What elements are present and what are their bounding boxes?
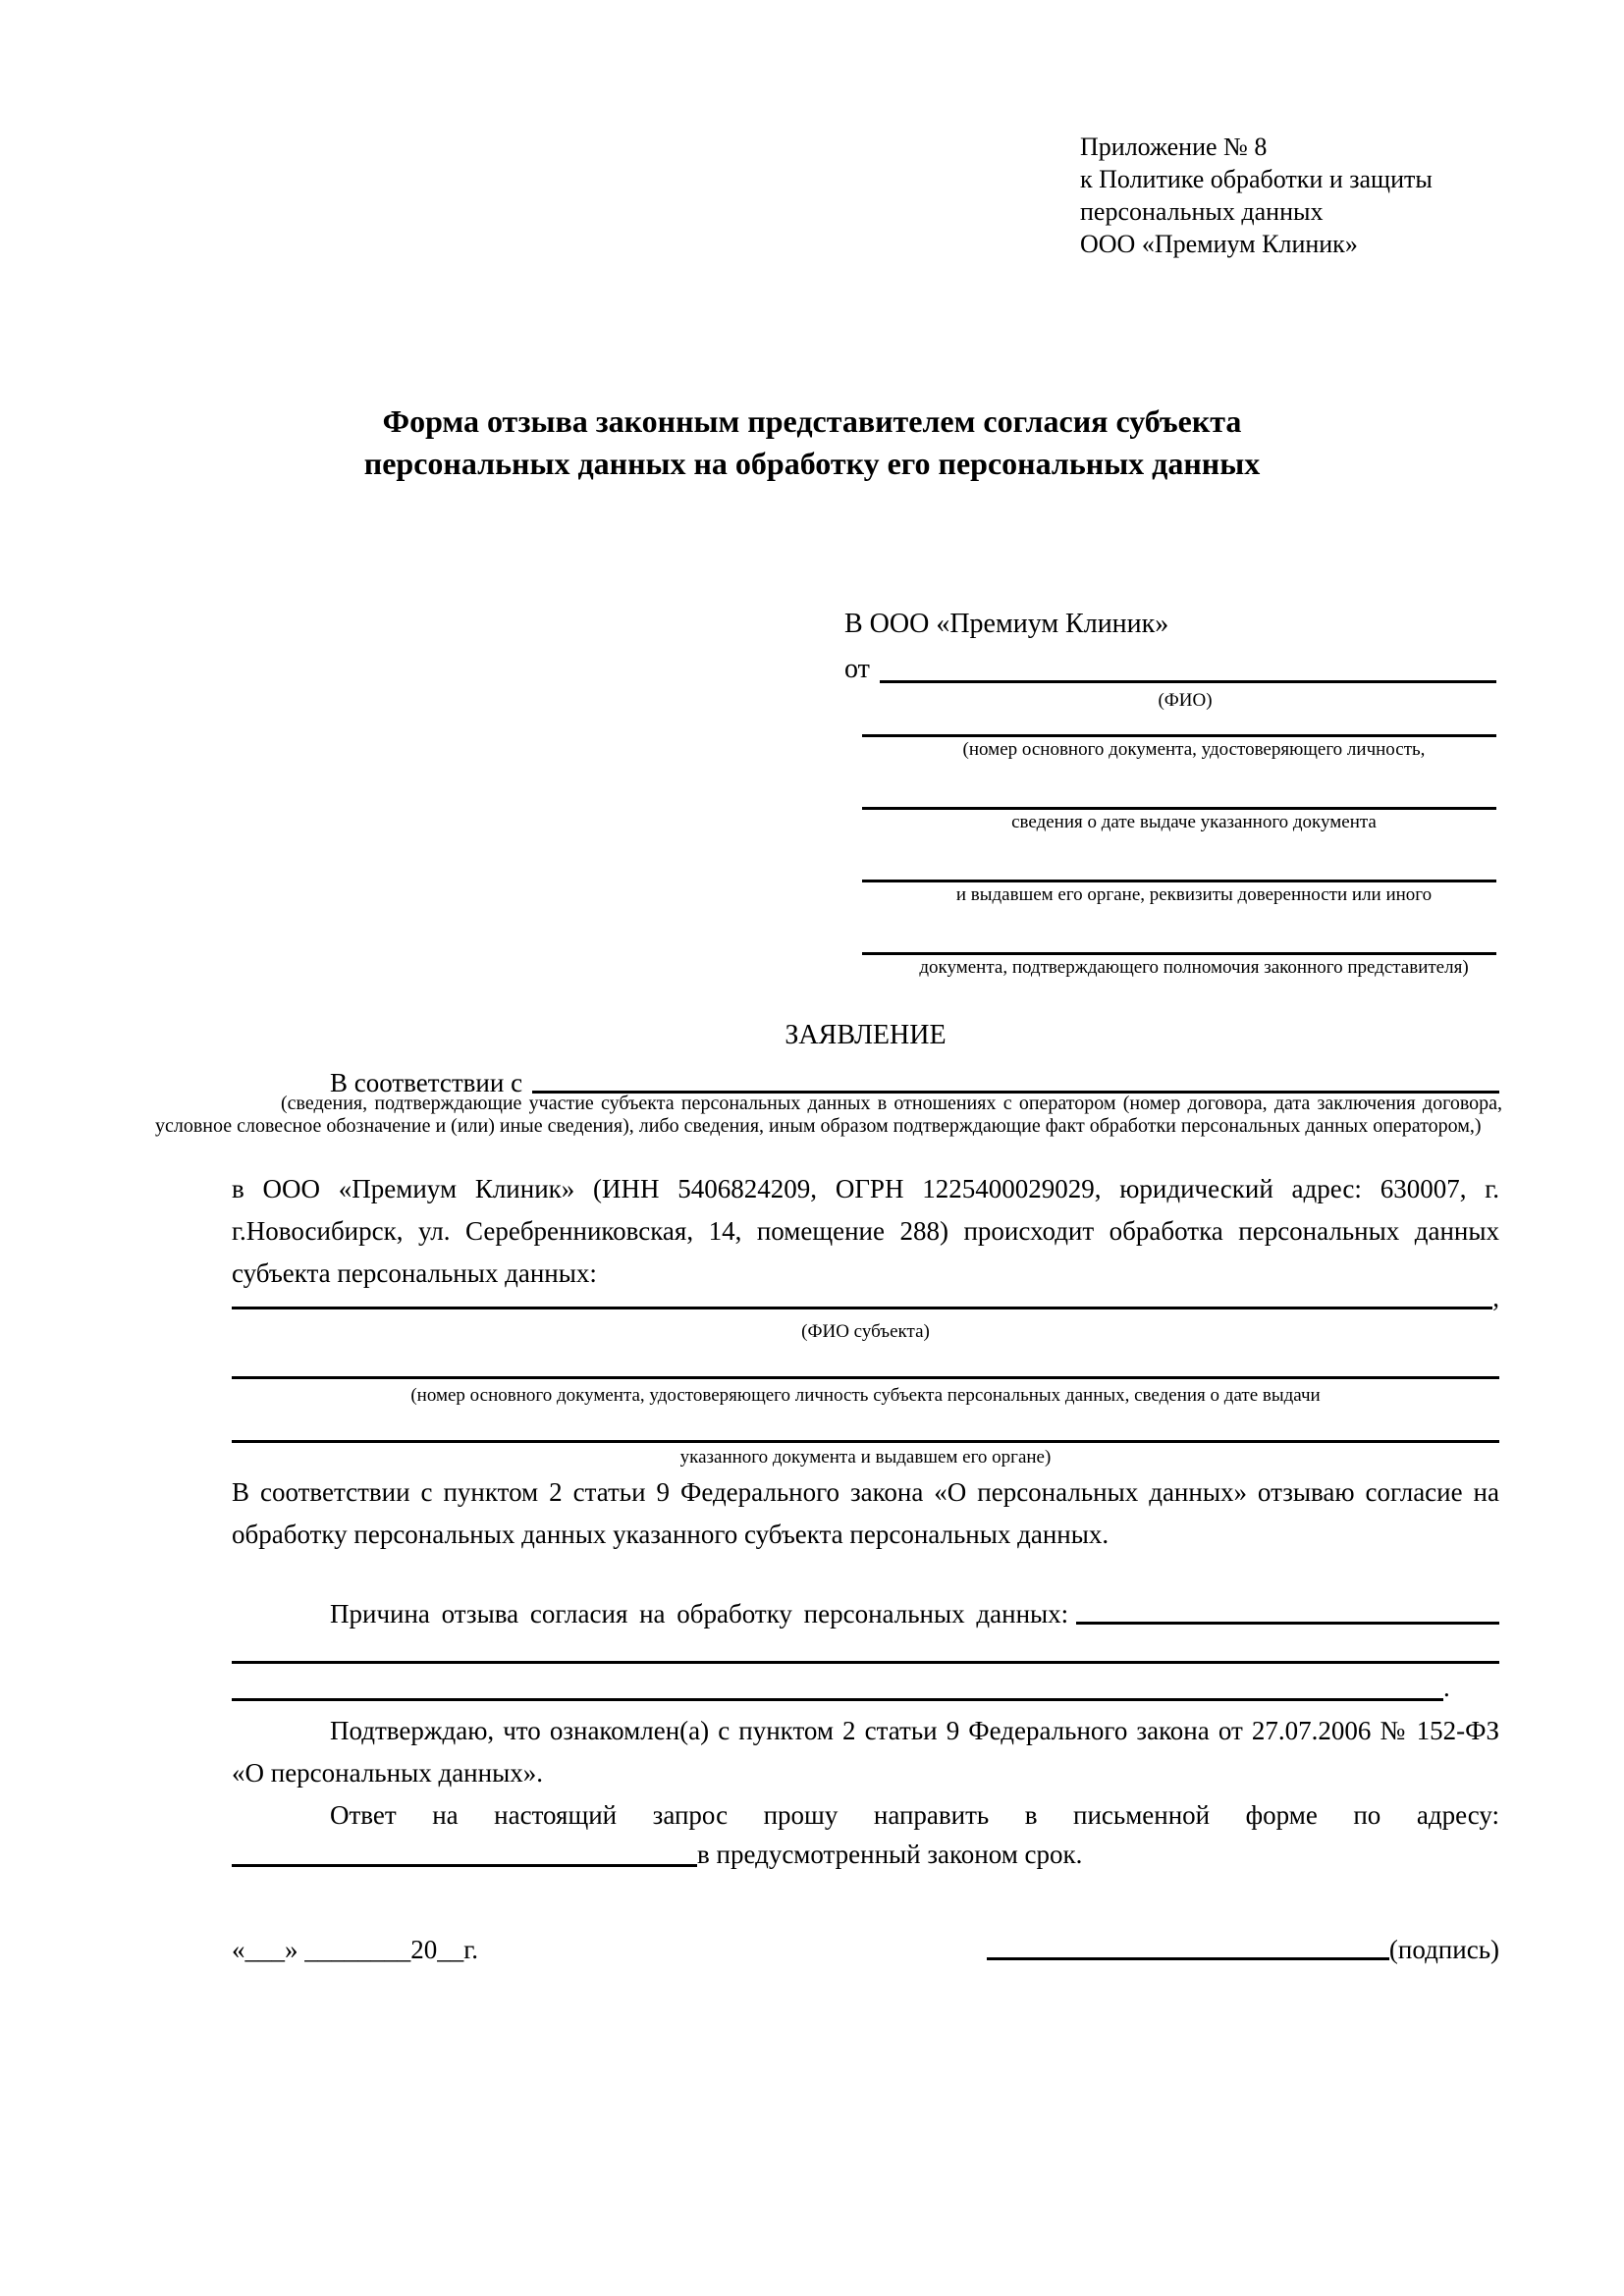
addressee-block: [844, 606, 1496, 980]
blank-line-period: .: [1443, 1673, 1450, 1702]
field-blank-line: [862, 834, 1496, 882]
addressee-to-line: В ООО «Премиум Клиник»: [844, 609, 1169, 639]
reason-blank-line: [1076, 1622, 1499, 1625]
reply-address-blank-line: [232, 1864, 697, 1867]
fio-caption: (ФИО): [1158, 690, 1213, 711]
date-blank: «___» ________20__г.: [232, 1935, 479, 1964]
acknowledgement-paragraph: Подтверждаю, что ознакомлен(а) с пунктом 2 статьи 9 Федерального закона от 27.07.2006 № 152-ФЗ «О персональных данных».: [232, 1716, 1499, 1788]
field-caption: сведения о дате выдаче указанного документа: [1011, 812, 1377, 832]
field-blank-line: [862, 713, 1496, 737]
footer-row: [232, 1926, 1499, 1965]
operator-paragraph: в ООО «Премиум Клиник» (ИНН 5406824209, ОГРН 1225400029029, юридический адрес: 630007, г. г.Новосибирск, ул. Серебренниковская, 14, помещение 288) происходит обработка персональных данных субъекта персональных данных:: [232, 1174, 1499, 1288]
field-caption: и выдавшем его органе, реквизиты доверенности или иного: [955, 884, 1433, 905]
from-label: от: [844, 654, 870, 684]
field-caption: (номер основного документа, удостоверяющего личность,: [962, 739, 1426, 760]
reply-address-row: [232, 1835, 1499, 1870]
reason-blank-line-2: [232, 1635, 1499, 1664]
subject-fio-row: [232, 1274, 1499, 1313]
header-note-line-3: персональных данных: [1080, 197, 1324, 226]
header-note-line-1: Приложение № 8: [1080, 133, 1268, 161]
subject-doc-blank-line-2: [232, 1415, 1499, 1443]
field-row: [862, 713, 1496, 762]
header-note: [1080, 131, 1433, 260]
signature-blank-line: [987, 1957, 1389, 1960]
subject-doc-caption-1: (номер основного документа, удостоверяющего личность субъекта персональных данных, сведения о дате выдачи: [410, 1385, 1321, 1406]
reason-blank-line-3-row: [232, 1674, 1499, 1703]
field-row: [862, 907, 1496, 980]
statement-heading: ЗАЯВЛЕНИЕ: [785, 1020, 947, 1050]
subject-fio-caption: (ФИО субъекта): [801, 1321, 930, 1342]
document-title: Форма отзыва законным представителем согласия субъекта персональных данных на обработку его персональных данных: [363, 403, 1261, 481]
intro-label: В соответствии с: [330, 1068, 523, 1097]
field-blank-line: [862, 907, 1496, 955]
reply-label: Ответ на настоящий запрос прошу направить в письменной форме по адресу:: [330, 1800, 1499, 1830]
field-caption: документа, подтверждающего полномочия законного представителя): [919, 957, 1469, 978]
subject-doc-blank-line-1: [232, 1349, 1499, 1379]
reply-suffix: в предусмотренный законом срок.: [697, 1840, 1083, 1869]
header-note-line-4: ООО «Премиум Клиник»: [1080, 230, 1358, 258]
subject-fio-comma: ,: [1492, 1283, 1499, 1312]
reason-label: Причина отзыва согласия на обработку персональных данных:: [330, 1599, 1069, 1629]
subject-doc-caption-2: указанного документа и выдавшем его органе): [679, 1447, 1052, 1468]
from-row: [844, 651, 1496, 688]
field-row: [862, 762, 1496, 834]
subject-fio-blank-line: [232, 1307, 1492, 1309]
field-row: [862, 834, 1496, 907]
signature-block: [987, 1935, 1499, 1965]
representative-document-fields: [862, 713, 1496, 980]
reason-blank-line-3: [232, 1698, 1443, 1701]
header-note-line-2: к Политике обработки и защиты: [1080, 165, 1433, 193]
from-blank-line: [880, 680, 1496, 683]
reason-row: [232, 1587, 1499, 1629]
signature-caption: (подпись): [1388, 1935, 1499, 1964]
withdrawal-paragraph: В соответствии с пунктом 2 статьи 9 Федерального закона «О персональных данных» отзываю согласие на обработку персональных данных указанного субъекта персональных данных.: [232, 1477, 1499, 1549]
field-blank-line: [862, 762, 1496, 810]
intro-footnote: (сведения, подтверждающие участие субъекта персональных данных в отношениях с оператором (номер договора, дата заключения договора, условное словесное обозначение и (или) иные сведения), либо сведения, иным образом подтверждающие факт обработки персональных данных оператором,): [155, 1093, 1502, 1137]
